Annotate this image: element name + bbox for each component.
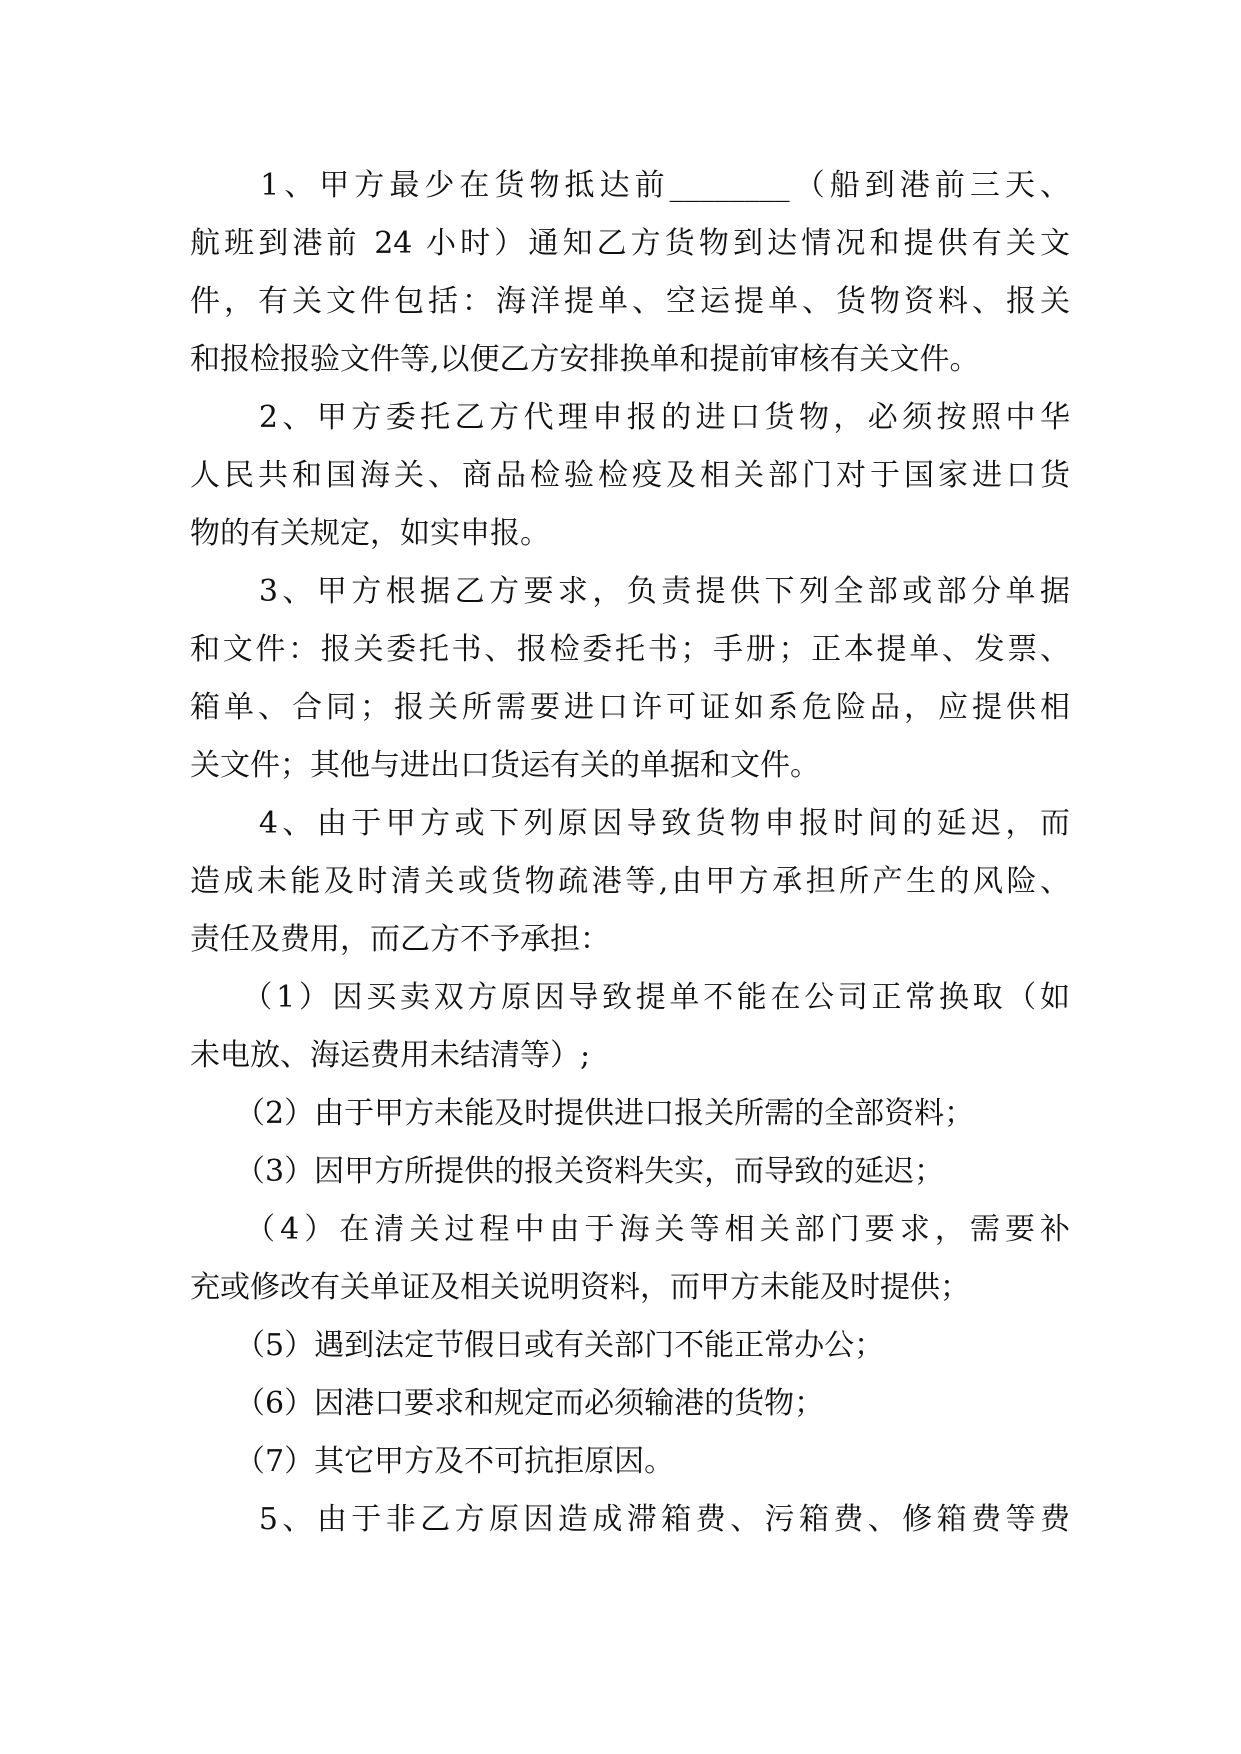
text-line: 物的有关规定，如实申报。 xyxy=(190,516,550,551)
text-line: 造成未能及时清关或货物疏港等,由甲方承担所产生的风险、 xyxy=(190,864,1070,899)
text-line: 箱单、合同；报关所需要进口许可证如系危险品，应提供相 xyxy=(190,690,1070,725)
text-line: （6）因港口要求和规定而必须输港的货物； xyxy=(190,1386,825,1421)
text-line: 3、甲方根据乙方要求，负责提供下列全部或部分单据 xyxy=(190,574,1070,609)
text-line: 关文件；其他与进出口货运有关的单据和文件。 xyxy=(190,748,820,783)
text-line: 和文件：报关委托书、报检委托书；手册；正本提单、发票、 xyxy=(190,632,1070,667)
text-line: （7）其它甲方及不可抗拒原因。 xyxy=(190,1444,675,1479)
text-line: 和报检报验文件等,以便乙方安排换单和提前审核有关文件。 xyxy=(190,342,980,377)
text-line: 5、由于非乙方原因造成滞箱费、污箱费、修箱费等费 xyxy=(190,1502,1070,1537)
text-line: 责任及费用，而乙方不予承担： xyxy=(190,922,610,957)
text-line: 件，有关文件包括：海洋提单、空运提单、货物资料、报关 xyxy=(190,284,1070,319)
text-line: （1）因买卖双方原因导致提单不能在公司正常换取（如 xyxy=(190,980,1070,1015)
text-line: 4、由于甲方或下列原因导致货物申报时间的延迟，而 xyxy=(190,806,1070,841)
text-line: 充或修改有关单证及相关说明资料，而甲方未能及时提供； xyxy=(190,1270,970,1305)
text-line: 人民共和国海关、商品检验检疫及相关部门对于国家进口货 xyxy=(190,458,1070,493)
text-line: 2、甲方委托乙方代理申报的进口货物，必须按照中华 xyxy=(190,400,1070,435)
text-line: （4）在清关过程中由于海关等相关部门要求，需要补 xyxy=(190,1212,1070,1247)
text-line: （2）由于甲方未能及时提供进口报关所需的全部资料； xyxy=(190,1096,975,1131)
text-line: 航班到港前 24 小时）通知乙方货物到达情况和提供有关文 xyxy=(190,226,1070,261)
text-line: 未电放、海运费用未结清等）; xyxy=(190,1038,591,1073)
text-line: （5）遇到法定节假日或有关部门不能正常办公； xyxy=(190,1328,885,1363)
text-line: 1、甲方最少在货物抵达前________（船到港前三天、 xyxy=(190,168,1070,203)
text-line: （3）因甲方所提供的报关资料失实，而导致的延迟； xyxy=(190,1154,945,1189)
